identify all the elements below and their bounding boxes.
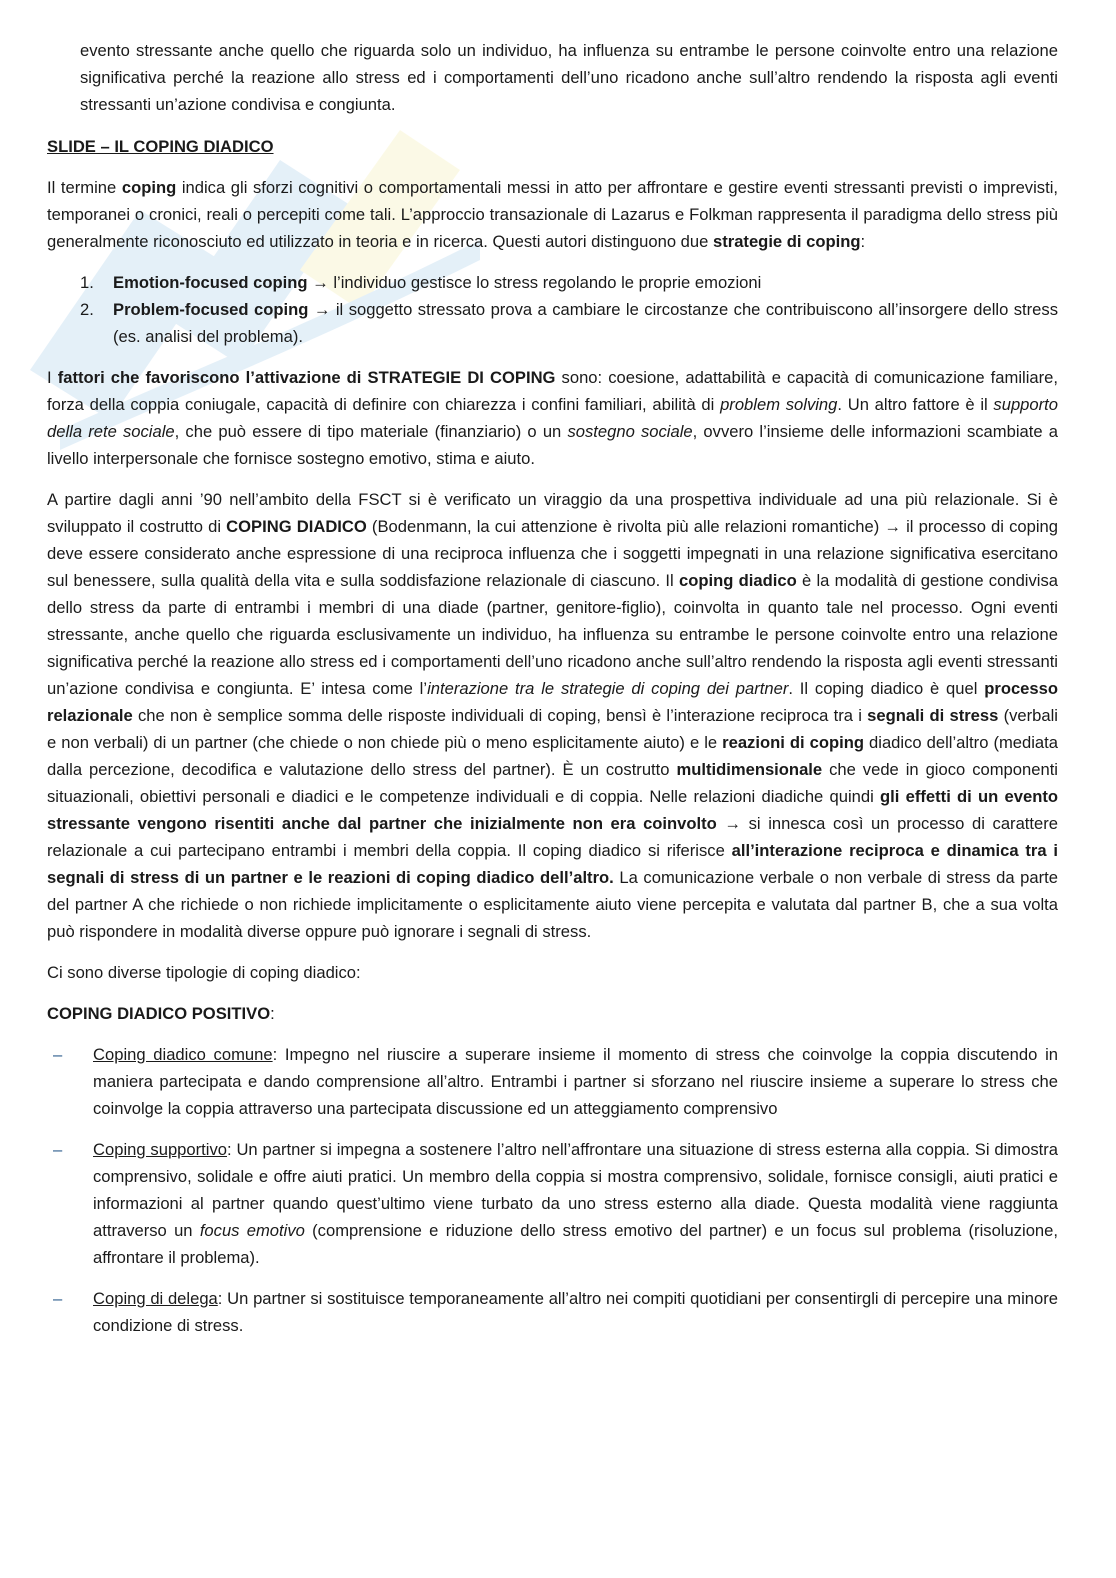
paragraph-dyadic-coping: A partire dagli anni ’90 nell’ambito della FSCT si è verificato un viraggio da una prospettiva individuale ad una più relazionale. Si è sviluppato il costrutto di COPING DIADICO (Bodenmann, la cui attenzione è rivolta più alle relazioni romantiche) → il processo di coping deve essere considerato anche espressione di una reciproca influenza che i soggetti impegnati in una relazione significativa esercitano sul benessere, sulla qualità della vita e sulla soddisfazione relazionale di ciascuno. Il coping diadico è la modalità di gestione condivisa dello stress da parte di entrambi i membri di una diade (partner, genitore-figlio), coinvolta in quanto tale nel processo. Ogni eventi stressante, anche quello che riguarda esclusivamente un individuo, ha influenza su entrambe le persone coinvolte entro una relazione significativa perché la reazione allo stress ed i comportamenti dell’uno ricadono anche sull’altro rendendo la risposta agli eventi stressanti un’azione condivisa e congiunta. E’ intesa come l’interazione tra le strategie di coping dei partner. Il coping diadico è quel processo relazionale che non è semplice somma delle risposte individuali di coping, bensì è l’interazione reciproca tra i segnali di stress (verbali e non verbali) di un partner (che chiede o non chiede più o meno esplicitamente aiuto) e le reazioni di coping diadico dell’altro (mediata dalla percezione, decodifica e valutazione dello stress del partner). È un costrutto multidimensionale che vede in gioco componenti situazionali, obiettivi personali e diadici e le competenze individuali e di coppia. Nelle relazioni diadiche quindi gli effetti di un evento stressante vengono risentiti anche dal partner che inizialmente non era coinvolto → si innesca così un processo di carattere relazionale a cui partecipano entrambi i membri della coppia. Il coping diadico si riferisce all’interazione reciproca e dinamica tra i segnali di stress di un partner e le reazioni di coping diadico dell’altro. La comunicazione verbale o non verbale di stress da parte del partner A che richiede o non richiede implicitamente o esplicitamente aiuto viene percepita e valutata dal partner B, che a sua volta può rispondere in modalità diverse oppure può ignorare i segnali di stress. — [47, 490, 1059, 941]
coping-strategies-list — [47, 269, 1058, 350]
list-item: 2. Problem-focused coping → il soggetto stressato prova a cambiare le circostanze che contribuiscono all’insorgere dello stress (es. analisi del problema). — [80, 300, 1058, 346]
paragraph-coping-definition: Il termine coping indica gli sforzi cognitivi o comportamentali messi in atto per affrontare e gestire eventi stressanti previsti o imprevisti, temporanei o cronici, reali o percepiti come tali. L’approccio transazionale di Lazarus e Folkman rappresenta il paradigma dello stress più generalmente riconosciuto ed utilizzato in teoria e in ricerca. Questi autori distinguono due strategie di coping: — [47, 178, 1058, 251]
coping-types-list — [47, 1041, 1058, 1339]
list-item: – Coping supportivo: Un partner si impegna a sostenere l’altro nell’affrontare una situazione di stress esterna alla coppia. Si dimostra comprensivo, solidale e offre aiuti pratici. Un membro della coppia si mostra comprensivo, solidale, fornisce consigli, aiuti pratici e informazioni al partner quando quest’ultimo viene turbato da uno stress esterno alla diade. Questa modalità viene raggiunta attraverso un focus emotivo (comprensione e riduzione dello stress emotivo del partner) e un focus sul problema (risoluzione, affrontare il problema). — [53, 1140, 1058, 1267]
paragraph-types-intro: Ci sono diverse tipologie di coping diadico: — [47, 963, 361, 982]
positive-coping-heading: COPING DIADICO POSITIVO: — [47, 1004, 275, 1023]
list-item: – Coping diadico comune: Impegno nel riuscire a superare insieme il momento di stress che coinvolge la coppia discutendo in maniera partecipata e dando comprensione all’altro. Entrambi i partner si sforzano nel riuscire insieme a superare lo stress che coinvolge la coppia attraverso una partecipata discussione ed un atteggiamento comprensivo — [53, 1045, 1058, 1118]
document-page — [47, 37, 1058, 1339]
slide-heading: SLIDE – IL COPING DIADICO — [47, 137, 274, 156]
list-item: – Coping di delega: Un partner si sostituisce temporaneamente all’altro nei compiti quotidiani per consentirgli di percepire una minore condizione di stress. — [53, 1289, 1058, 1335]
paragraph-coping-factors: I fattori che favoriscono l’attivazione di STRATEGIE DI COPING sono: coesione, adattabilità e capacità di comunicazione familiare, forza della coppia coniugale, capacità di definire con chiarezza i confini familiari, abilità di problem solving. Un altro fattore è il supporto della rete sociale, che può essere di tipo materiale (finanziario) o un sostegno sociale, ovvero l’insieme delle informazioni scambiate a livello interpersonale che fornisce sostegno emotivo, stima e aiuto. — [47, 368, 1058, 468]
paragraph-continuation: evento stressante anche quello che riguarda solo un individuo, ha influenza su entrambe le persone coinvolte entro una relazione significativa perché la reazione allo stress ed i comportamenti dell’uno ricadono anche sull’altro rendendo la risposta agli eventi stressanti un’azione condivisa e congiunta. — [80, 41, 1058, 114]
list-item: 1. Emotion-focused coping → l’individuo gestisce lo stress regolando le proprie emozioni — [80, 273, 762, 292]
